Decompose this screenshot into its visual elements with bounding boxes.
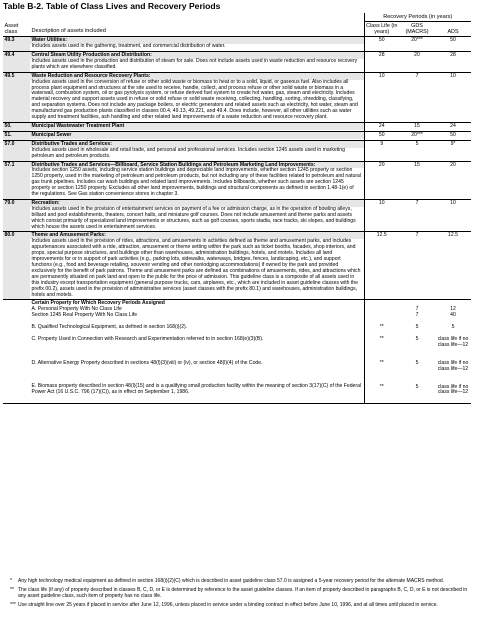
certain-property-item: A. Personal Property With No Class Life — [31, 306, 122, 313]
ads-cell: 20 — [435, 161, 471, 199]
asset-class-heading: Recreation: — [30, 200, 364, 207]
description-cell — [30, 131, 364, 140]
description-cell — [30, 199, 364, 232]
table-row — [3, 232, 471, 300]
certain-property-gds: 7 — [415, 306, 419, 313]
footnote-mark: * — [10, 578, 12, 584]
gds-cell: 20*** — [399, 37, 435, 52]
certain-property-ads: 5 — [451, 324, 455, 331]
table-row — [3, 131, 471, 140]
asset-class-cell: 80.0 — [3, 232, 30, 300]
gds-header: GDS (MACRS) — [399, 22, 435, 37]
certain-property-gds: 7 — [415, 312, 419, 319]
class-lives-table — [3, 13, 471, 404]
footnote-mark: *** — [10, 601, 16, 608]
ads-cell: 9* — [435, 140, 471, 161]
certain-property-ads: class life if no class life—12 — [437, 383, 469, 396]
description-cell — [30, 232, 364, 300]
asset-class-heading: Distributive Trades and Services: — [30, 141, 364, 148]
asset-class-description: Includes assets used in wholesale and retail trade, and personal and professional services. Includes section 1245 assets used in marketing petroleum and petroleum products. — [31, 146, 345, 159]
ads-header: ADS — [435, 22, 471, 37]
class-life-cell: 10 — [364, 199, 399, 232]
footnote-mark: ** — [10, 586, 14, 593]
certain-property-gds: 5 — [415, 359, 419, 366]
description-cell — [30, 140, 364, 161]
class-life-cell: 20 — [364, 161, 399, 199]
asset-class-cell: 57.0 — [3, 140, 30, 161]
gds-cell: 20*** — [399, 131, 435, 140]
asset-class-heading: Water Utilities: — [30, 37, 364, 44]
certain-property-class-life: ** — [379, 359, 384, 366]
asset-class-cell: 49.5 — [3, 72, 30, 122]
certain-property-cell — [30, 300, 364, 404]
asset-class-cell: 57.1 — [3, 161, 30, 199]
ads-cell: 24 — [435, 122, 471, 131]
gds-cell: 7 — [399, 72, 435, 122]
certain-property-heading: Certain Property for Which Recovery Periods Assigned — [31, 300, 165, 307]
asset-class-heading: Municipal Wastewater Treatment Plant — [30, 123, 364, 130]
gds-cell: 15 — [399, 161, 435, 199]
class-life-cell — [364, 300, 399, 404]
class-life-cell: 50 — [364, 37, 399, 52]
table-row — [3, 52, 471, 73]
table-row — [3, 199, 471, 232]
asset-class-header: Asset class — [3, 13, 30, 37]
footnote — [3, 587, 471, 600]
gds-cell: 7 — [399, 232, 435, 300]
asset-class-cell: 49.3 — [3, 37, 30, 52]
description-header: Description of assets included — [30, 13, 364, 37]
description-cell — [30, 122, 364, 131]
asset-class-heading: Theme and Amusement Parks: — [30, 232, 364, 239]
footnote — [3, 602, 471, 609]
class-life-cell: 50 — [364, 131, 399, 140]
asset-class-cell: 50. — [3, 122, 30, 131]
asset-class-description: Includes assets used in the conversion of refuse or other solid waste or biomass to heat or to a solid, liquid, or gaseous fuel. Also includes all process plant equipment and structures at the site used to receive, handle, collect, and process refuse or other solid waste or biomass in a waterwall, combustion system, oil or gas pyrolysis system, or refuse derived fuel system to create hot water, gas, steam and electricity. Includes material recovery and support assets used in refuse or solid refuse or solid waste receiving, collecting, handling, sorting, shredding, classifying, and separation systems. Does not include any package boilers, or electric generators and related assets such as electricity, hot water, steam and manufactured gas production plants classified in classes 00.4, 49.13, 49.221, and 49.4. Does include, however, all other utilities such as water supply and treatment facilities, ash handling and other related land improvements of a waste reduction and resource recovery plant. — [31, 78, 358, 121]
gds-cell — [399, 300, 435, 404]
class-life-cell: 24 — [364, 122, 399, 131]
asset-class-heading: Waste Reduction and Resource Recovery Plants: — [30, 73, 364, 80]
footnote-text: Any high technology medical equipment as defined in section 168(i)(2)(C) which is described in asset guideline class 57.0 is assigned a 5-year recovery period for the alternate MACRS method. — [18, 578, 445, 584]
certain-property-class-life: ** — [379, 383, 384, 390]
certain-property-ads: class life if no class life—12 — [437, 336, 469, 349]
certain-property-class-life: ** — [379, 324, 384, 331]
table-row — [3, 161, 471, 199]
gds-cell: 7 — [399, 199, 435, 232]
asset-class-heading: Municipal Sewer — [30, 132, 364, 139]
certain-property-row — [3, 300, 471, 404]
gds-cell: 20 — [399, 52, 435, 73]
footnote-text: The class life (if any) of property described in classes B, C, D, or E is determined by reference to the asset guideline classes. If an item of property described in paragraphs B, C, D, or E is not described in any asset guideline class, such item of property has no class life. — [18, 586, 468, 600]
table-row — [3, 122, 471, 131]
certain-property-item: C. Property Used in Connection with Research and Experimentation referred to in section 168(e)(3)(B). — [31, 336, 264, 343]
ads-cell: 50 — [435, 131, 471, 140]
certain-property-ads: 12 — [450, 306, 456, 313]
asset-class-description: Includes section 1250 assets, including service station buildings and depreciable land improvements, whether section 1245 property or section 1250 property, used in the marketing of petroleum and petroleum products, but not including any of these facilities related to petroleum and natural gas trunk pipelines. Includes car wash buildings and related land improvements. Includes billboards, whether such assets are section 1245 property or section 1250 property. Excludes all other land improvements, buildings and structural components as defined in section 1.48-1(e) of the regulations. See Gas station convenience stores in chapter 3. — [31, 167, 361, 198]
description-cell — [30, 37, 364, 52]
ads-cell: 10 — [435, 199, 471, 232]
certain-property-class-life: ** — [379, 336, 384, 343]
asset-class-cell: 79.0 — [3, 199, 30, 232]
table-row — [3, 37, 471, 52]
class-life-header: Class Life (in years) — [364, 22, 399, 37]
certain-property-gds: 5 — [415, 383, 419, 390]
ads-cell: 12.5 — [435, 232, 471, 300]
description-cell — [30, 52, 364, 73]
class-life-cell: 9 — [364, 140, 399, 161]
certain-property-gds: 5 — [415, 336, 419, 343]
table-title: Table B-2. Table of Class Lives and Recovery Periods — [3, 1, 221, 11]
table-row — [3, 72, 471, 122]
ads-cell — [435, 300, 471, 404]
asset-class-cell: 49.4 — [3, 52, 30, 73]
asset-class-description: Includes assets used in the provision of entertainment services on payment of a fee or admission charge, as in the operation of bowling alleys, billiard and pool establishments, theaters, concert halls, and miniature golf courses. Does not include amusement and theme parks and assets which consist primarily of specialized land improvements or structures, such as golf courses, sports stadia, race tracks, ski slopes, and buildings which house the assets used in entertainment services. — [31, 205, 356, 230]
asset-class-description: Includes assets used in the provision of rides, attractions, and amusements in activities defined as theme and amusement parks, and includes appurtenances associated with a ride, attraction, amusement or theme setting within the park such as ticket booths, facades, shop interiors, and props, special purpose structures, and buildings other than warehouses, administration buildings, hotels, and motels. Includes all land improvements for or in support of park activities (e.g., parking lots, sidewalks, waterways, bridges, fences, landscaping, etc.), and support functions (e.g., food and beverage retailing, souvenir vending and other nonlodging accommodations) if owned by the park and provided exclusively for the benefit of park patrons. Theme and amusement parks are defined as combinations of amusements, rides, and attractions which are permanently situated on park land and open to the public for the price of admission. This guideline class is a composite of all assets used in this industry except transportation equipment (general purpose trucks, cars, airplanes, etc., which are included in asset guideline classes with the prefix 00.2), assets used in the provision of administrative services (asset classes with the prefix 80.1) and warehouses, administration buildings, hotels and motels. — [31, 238, 361, 298]
table-row — [3, 140, 471, 161]
asset-class-heading: Central Steam Utility Production and Distribution: — [30, 52, 364, 59]
certain-property-item: D. Alternative Energy Property described in sections 48(l)(3)(viii) or (iv), or section 48(l)(4) of the Code. — [31, 359, 263, 366]
certain-property-item: B. Qualified Technological Equipment, as defined in section 168(i)(2). — [31, 324, 188, 331]
asset-class-description: Includes assets used in the production and distribution of steam for sale. Does not include assets used in waste reduction and resource recovery plants which are elsewhere classified. — [31, 57, 358, 70]
ads-cell: 28 — [435, 52, 471, 73]
class-life-cell: 10 — [364, 72, 399, 122]
footnotes — [3, 578, 471, 610]
certain-property-item: E. Biomass property described in section 48(l)(15) and is a qualifying small production facility within the meaning of section 3(17)(C) of the Federal Power Act (16 U.S.C. 796 (17)(C)), as in effect on September 1, 1986. — [31, 383, 362, 396]
asset-class-heading: Distributive Trades and Services—Billboard, Service Station Buildings and Petroleum Marketing Land Improvements: — [30, 162, 364, 169]
recovery-periods-header: Recovery Periods (in years) — [364, 13, 471, 22]
gds-cell: 15 — [399, 122, 435, 131]
ads-cell: 50 — [435, 37, 471, 52]
footnote-text: Use straight line over 25 years if placed in service after June 12, 1996, unless placed in service under a binding contract in effect before June 10, 1996, and at all times until placed in service. — [18, 601, 438, 608]
class-life-cell: 12.5 — [364, 232, 399, 300]
description-cell — [30, 161, 364, 199]
class-life-cell: 28 — [364, 52, 399, 73]
gds-cell: 5 — [399, 140, 435, 161]
empty-cell — [3, 300, 30, 404]
description-cell — [30, 72, 364, 122]
ads-cell: 10 — [435, 72, 471, 122]
certain-property-ads: class life if no class life—12 — [437, 359, 469, 372]
certain-property-ads: 40 — [450, 312, 456, 319]
certain-property-item: Section 1245 Real Property With No Class Life — [31, 312, 138, 319]
footnote — [3, 578, 471, 585]
certain-property-gds: 5 — [415, 324, 419, 331]
asset-class-cell: 51. — [3, 131, 30, 140]
asset-class-description: Includes assets used in the gathering, treatment, and commercial distribution of water. — [31, 43, 226, 50]
